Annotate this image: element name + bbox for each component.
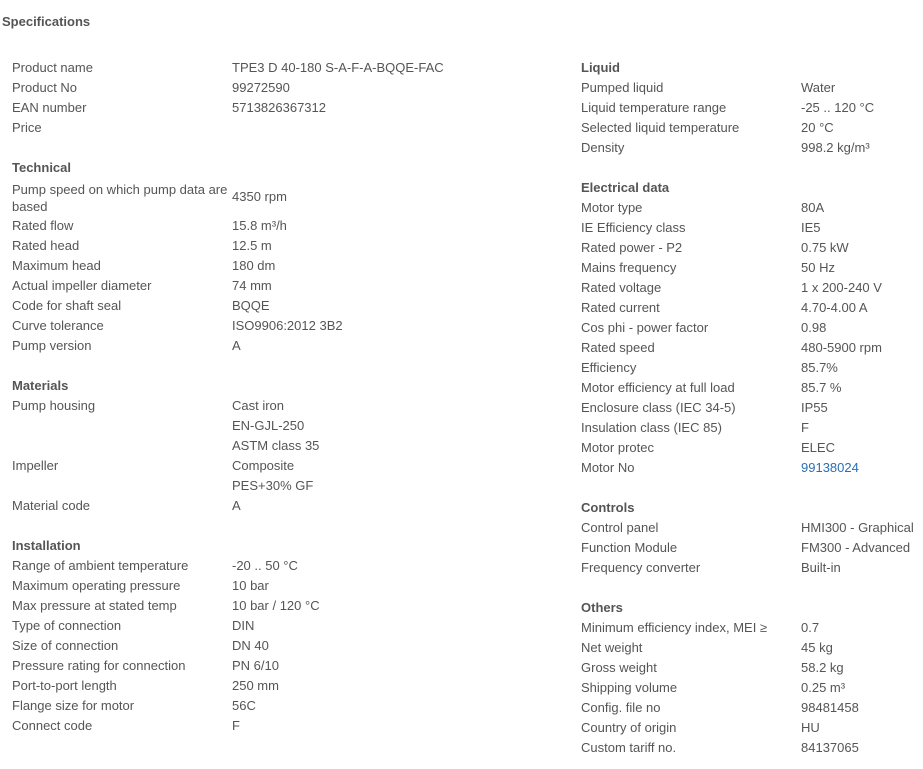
spec-value: 250 mm: [232, 678, 279, 693]
spec-label: Connect code: [12, 718, 93, 733]
spec-values: [801, 358, 838, 378]
spec-value: -20 .. 50 °C: [232, 558, 298, 573]
spec-value: 180 dm: [232, 258, 276, 273]
section-general: [12, 58, 552, 138]
spec-values: [801, 198, 824, 218]
spec-values: [801, 298, 868, 318]
spec-values: [232, 78, 290, 98]
spec-row-size-of-connection: [12, 636, 552, 656]
spec-row-type-of-connection: [12, 616, 552, 636]
spec-value: 0.25 m³: [801, 680, 846, 695]
spec-row-pressure-rating-for-connection: [12, 656, 552, 676]
spec-values: [232, 256, 275, 276]
spec-value: A: [232, 498, 241, 513]
spec-label: Pumped liquid: [581, 80, 664, 95]
specs-right-column: [581, 58, 923, 758]
spec-values: [801, 218, 821, 238]
spec-label: Country of origin: [581, 720, 677, 735]
section-electrical-data: [581, 178, 923, 478]
spec-label: Custom tariff no.: [581, 740, 677, 755]
spec-value: 56C: [232, 698, 256, 713]
spec-label: Actual impeller diameter: [12, 278, 152, 293]
spec-value: 98481458: [801, 700, 859, 715]
spec-value: HMI300 - Graphical: [801, 520, 914, 535]
spec-label: Product No: [12, 80, 78, 95]
spec-value: HU: [801, 720, 820, 735]
spec-row-port-to-port-length: [12, 676, 552, 696]
spec-label: Insulation class (IEC 85): [581, 420, 722, 435]
spec-row-pumped-liquid: [581, 78, 923, 98]
spec-row-pump-housing: [12, 396, 552, 456]
spec-label: Curve tolerance: [12, 318, 104, 333]
spec-value: FM300 - Advanced: [801, 540, 911, 555]
spec-value: 74 mm: [232, 278, 272, 293]
spec-label: Function Module: [581, 540, 678, 555]
spec-value: 10 bar: [232, 578, 269, 593]
spec-label: Motor protec: [581, 440, 654, 455]
spec-value: 0.7: [801, 620, 820, 635]
spec-values: [801, 138, 870, 158]
spec-value: 480-5900 rpm: [801, 340, 882, 355]
spec-row-product-name: [12, 58, 552, 78]
spec-value: 15.8 m³/h: [232, 218, 287, 233]
spec-label: Code for shaft seal: [12, 298, 122, 313]
spec-row-rated-speed: [581, 338, 923, 358]
spec-row-maximum-head: [12, 256, 552, 276]
spec-value: 998.2 kg/m³: [801, 140, 870, 155]
spec-row-gross-weight: [581, 658, 923, 678]
spec-values: [232, 496, 241, 516]
spec-row-impeller: [12, 456, 552, 496]
spec-value: PN 6/10: [232, 658, 279, 673]
spec-value: 58.2 kg: [801, 660, 844, 675]
spec-row-control-panel: [581, 518, 923, 538]
spec-row-product-no: [12, 78, 552, 98]
spec-label: Product name: [12, 60, 93, 75]
spec-row-motor-no: [581, 458, 923, 478]
spec-values: [801, 118, 834, 138]
spec-value: DIN: [232, 618, 255, 633]
spec-label: Efficiency: [581, 360, 637, 375]
spec-row-cos-phi-power-factor: [581, 318, 923, 338]
spec-values: [801, 718, 820, 738]
spec-label: Rated flow: [12, 218, 74, 233]
spec-value: 99272590: [232, 80, 290, 95]
spec-label: Pump speed on which pump data are based: [12, 182, 228, 214]
spec-label: Flange size for motor: [12, 698, 135, 713]
spec-values: [801, 698, 859, 718]
section-others: [581, 598, 923, 758]
spec-values: [801, 378, 841, 398]
spec-value: IP55: [801, 400, 828, 415]
spec-label: Config. file no: [581, 700, 661, 715]
spec-values: [801, 638, 833, 658]
spec-value: ASTM class 35: [232, 438, 320, 453]
spec-row-rated-head: [12, 236, 552, 256]
spec-value: 84137065: [801, 740, 859, 755]
spec-values: [232, 616, 254, 636]
spec-values: [801, 518, 914, 538]
spec-label: IE Efficiency class: [581, 220, 686, 235]
spec-label: Rated current: [581, 300, 660, 315]
spec-row-net-weight: [581, 638, 923, 658]
spec-row-connect-code: [12, 716, 552, 736]
spec-row-enclosure-class-iec-34-5: [581, 398, 923, 418]
spec-values: [232, 236, 272, 256]
page-title: Specifications: [2, 14, 91, 29]
spec-label: Maximum head: [12, 258, 101, 273]
spec-row-ean-number: [12, 98, 552, 118]
spec-values: [801, 558, 841, 578]
spec-value: IE5: [801, 220, 821, 235]
spec-label: Motor type: [581, 200, 643, 215]
spec-row-country-of-origin: [581, 718, 923, 738]
spec-label: Shipping volume: [581, 680, 678, 695]
spec-value: 85.7%: [801, 360, 838, 375]
spec-label: Frequency converter: [581, 560, 701, 575]
spec-row-mains-frequency: [581, 258, 923, 278]
spec-values: [801, 278, 882, 298]
spec-values: [232, 596, 320, 616]
spec-label: Price: [12, 120, 42, 135]
spec-values: [232, 716, 240, 736]
spec-value: 20 °C: [801, 120, 834, 135]
spec-values: [232, 576, 269, 596]
section-heading: Others: [581, 600, 623, 615]
spec-label: Density: [581, 140, 625, 155]
spec-values: [801, 78, 835, 98]
spec-row-insulation-class-iec-85: [581, 418, 923, 438]
spec-label: Motor efficiency at full load: [581, 380, 735, 395]
spec-values: [232, 456, 313, 496]
spec-label: Impeller: [12, 458, 59, 473]
spec-values: [801, 618, 819, 638]
spec-label: EAN number: [12, 100, 87, 115]
spec-label: Pump version: [12, 338, 92, 353]
spec-values: [801, 318, 826, 338]
section-controls: [581, 498, 923, 578]
spec-value: 10 bar / 120 °C: [232, 598, 320, 613]
spec-value: 4.70-4.00 A: [801, 300, 868, 315]
spec-row-motor-type: [581, 198, 923, 218]
spec-label: Gross weight: [581, 660, 657, 675]
spec-value: F: [232, 718, 240, 733]
spec-values: [801, 258, 835, 278]
spec-label: Rated power - P2: [581, 240, 683, 255]
spec-row-material-code: [12, 496, 552, 516]
spec-values: [232, 656, 279, 676]
section-liquid: [581, 58, 923, 158]
spec-value: 5713826367312: [232, 100, 326, 115]
spec-value: Composite: [232, 458, 295, 473]
spec-value: BQQE: [232, 298, 270, 313]
spec-values: [801, 398, 828, 418]
spec-values: [801, 538, 910, 558]
spec-value: Cast iron: [232, 398, 285, 413]
spec-value: 80A: [801, 200, 825, 215]
spec-value: 1 x 200-240 V: [801, 280, 882, 295]
spec-row-selected-liquid-temperature: [581, 118, 923, 138]
spec-values: [232, 636, 269, 656]
spec-row-frequency-converter: [581, 558, 923, 578]
section-heading: Technical: [12, 160, 72, 175]
spec-label: Pressure rating for connection: [12, 658, 186, 673]
spec-values: [801, 738, 859, 758]
spec-row-ie-efficiency-class: [581, 218, 923, 238]
spec-value: EN-GJL-250: [232, 418, 305, 433]
spec-row-function-module: [581, 538, 923, 558]
spec-row-flange-size-for-motor: [12, 696, 552, 716]
spec-values: [801, 458, 859, 478]
spec-row-pump-version: [12, 336, 552, 356]
spec-label: Type of connection: [12, 618, 122, 633]
spec-row-config-file-no: [581, 698, 923, 718]
section-heading: Materials: [12, 378, 69, 393]
spec-row-rated-power-p2: [581, 238, 923, 258]
spec-values: [232, 216, 287, 236]
spec-values: [232, 276, 272, 296]
spec-values: [801, 98, 874, 118]
spec-values: [232, 58, 444, 78]
spec-label: Selected liquid temperature: [581, 120, 740, 135]
spec-value: 45 kg: [801, 640, 833, 655]
spec-label: Motor No: [581, 460, 635, 475]
spec-values: [232, 118, 236, 138]
spec-value: 0.75 kW: [801, 240, 849, 255]
spec-label: Minimum efficiency index, MEI ≥: [581, 620, 768, 635]
spec-value: -25 .. 120 °C: [801, 100, 875, 115]
spec-values: [232, 396, 319, 456]
spec-values: [801, 438, 835, 458]
spec-label: Cos phi - power factor: [581, 320, 709, 335]
spec-values: [232, 696, 256, 716]
spec-row-motor-efficiency-at-full-load: [581, 378, 923, 398]
spec-label: Rated head: [12, 238, 80, 253]
spec-row-efficiency: [581, 358, 923, 378]
spec-value: Built-in: [801, 560, 841, 575]
section-materials: [12, 376, 552, 516]
spec-value-link[interactable]: 99138024: [801, 460, 859, 475]
spec-values: [801, 678, 845, 698]
spec-values: [801, 658, 844, 678]
spec-label: Rated speed: [581, 340, 655, 355]
spec-row-density: [581, 138, 923, 158]
spec-label: Rated voltage: [581, 280, 662, 295]
spec-value: ISO9906:2012 3B2: [232, 318, 343, 333]
section-heading: Electrical data: [581, 180, 670, 195]
spec-value: 12.5 m: [232, 238, 272, 253]
spec-row-shipping-volume: [581, 678, 923, 698]
spec-row-liquid-temperature-range: [581, 98, 923, 118]
spec-label: Pump housing: [12, 398, 96, 413]
spec-values: [232, 316, 343, 336]
spec-label: Enclosure class (IEC 34-5): [581, 400, 736, 415]
spec-value: ELEC: [801, 440, 835, 455]
spec-row-custom-tariff-no: [581, 738, 923, 758]
spec-row-rated-voltage: [581, 278, 923, 298]
spec-value: 4350 rpm: [232, 189, 287, 204]
spec-values: [801, 418, 809, 438]
spec-row-rated-flow: [12, 216, 552, 236]
spec-label: Port-to-port length: [12, 678, 117, 693]
spec-value: F: [801, 420, 809, 435]
section-installation: [12, 536, 552, 736]
spec-row-rated-current: [581, 298, 923, 318]
spec-row-range-of-ambient-temperature: [12, 556, 552, 576]
spec-row-maximum-operating-pressure: [12, 576, 552, 596]
spec-value: 50 Hz: [801, 260, 835, 275]
spec-row-code-for-shaft-seal: [12, 296, 552, 316]
spec-row-pump-speed-on-which-pump-data-are-based: [12, 178, 552, 216]
spec-row-motor-protec: [581, 438, 923, 458]
spec-value: DN 40: [232, 638, 269, 653]
spec-values: [232, 178, 287, 216]
spec-values: [232, 296, 270, 316]
section-heading: Installation: [12, 538, 81, 553]
spec-values: [801, 238, 849, 258]
spec-values: [232, 556, 298, 576]
spec-value: A: [232, 338, 241, 353]
spec-label: Liquid temperature range: [581, 100, 727, 115]
spec-value: Water: [801, 80, 836, 95]
spec-row-minimum-efficiency-index-mei: [581, 618, 923, 638]
spec-label: Max pressure at stated temp: [12, 598, 177, 613]
spec-value: 85.7 %: [801, 380, 842, 395]
section-heading: Controls: [581, 500, 635, 515]
spec-value: 0.98: [801, 320, 827, 335]
spec-values: [232, 98, 326, 118]
spec-label: Control panel: [581, 520, 659, 535]
spec-value: [232, 118, 236, 138]
spec-label: Mains frequency: [581, 260, 677, 275]
spec-values: [801, 338, 882, 358]
spec-row-curve-tolerance: [12, 316, 552, 336]
spec-label: Size of connection: [12, 638, 119, 653]
spec-row-price: [12, 118, 552, 138]
spec-value: TPE3 D 40-180 S-A-F-A-BQQE-FAC: [232, 60, 444, 75]
specs-left-column: [12, 58, 552, 736]
spec-values: [232, 676, 279, 696]
spec-row-max-pressure-at-stated-temp: [12, 596, 552, 616]
spec-label: Net weight: [581, 640, 643, 655]
spec-values: [232, 336, 241, 356]
spec-label: Maximum operating pressure: [12, 578, 181, 593]
spec-row-actual-impeller-diameter: [12, 276, 552, 296]
section-technical: [12, 158, 552, 356]
spec-value: PES+30% GF: [232, 478, 314, 493]
section-heading: Liquid: [581, 60, 620, 75]
spec-label: Range of ambient temperature: [12, 558, 189, 573]
spec-label: Material code: [12, 498, 91, 513]
